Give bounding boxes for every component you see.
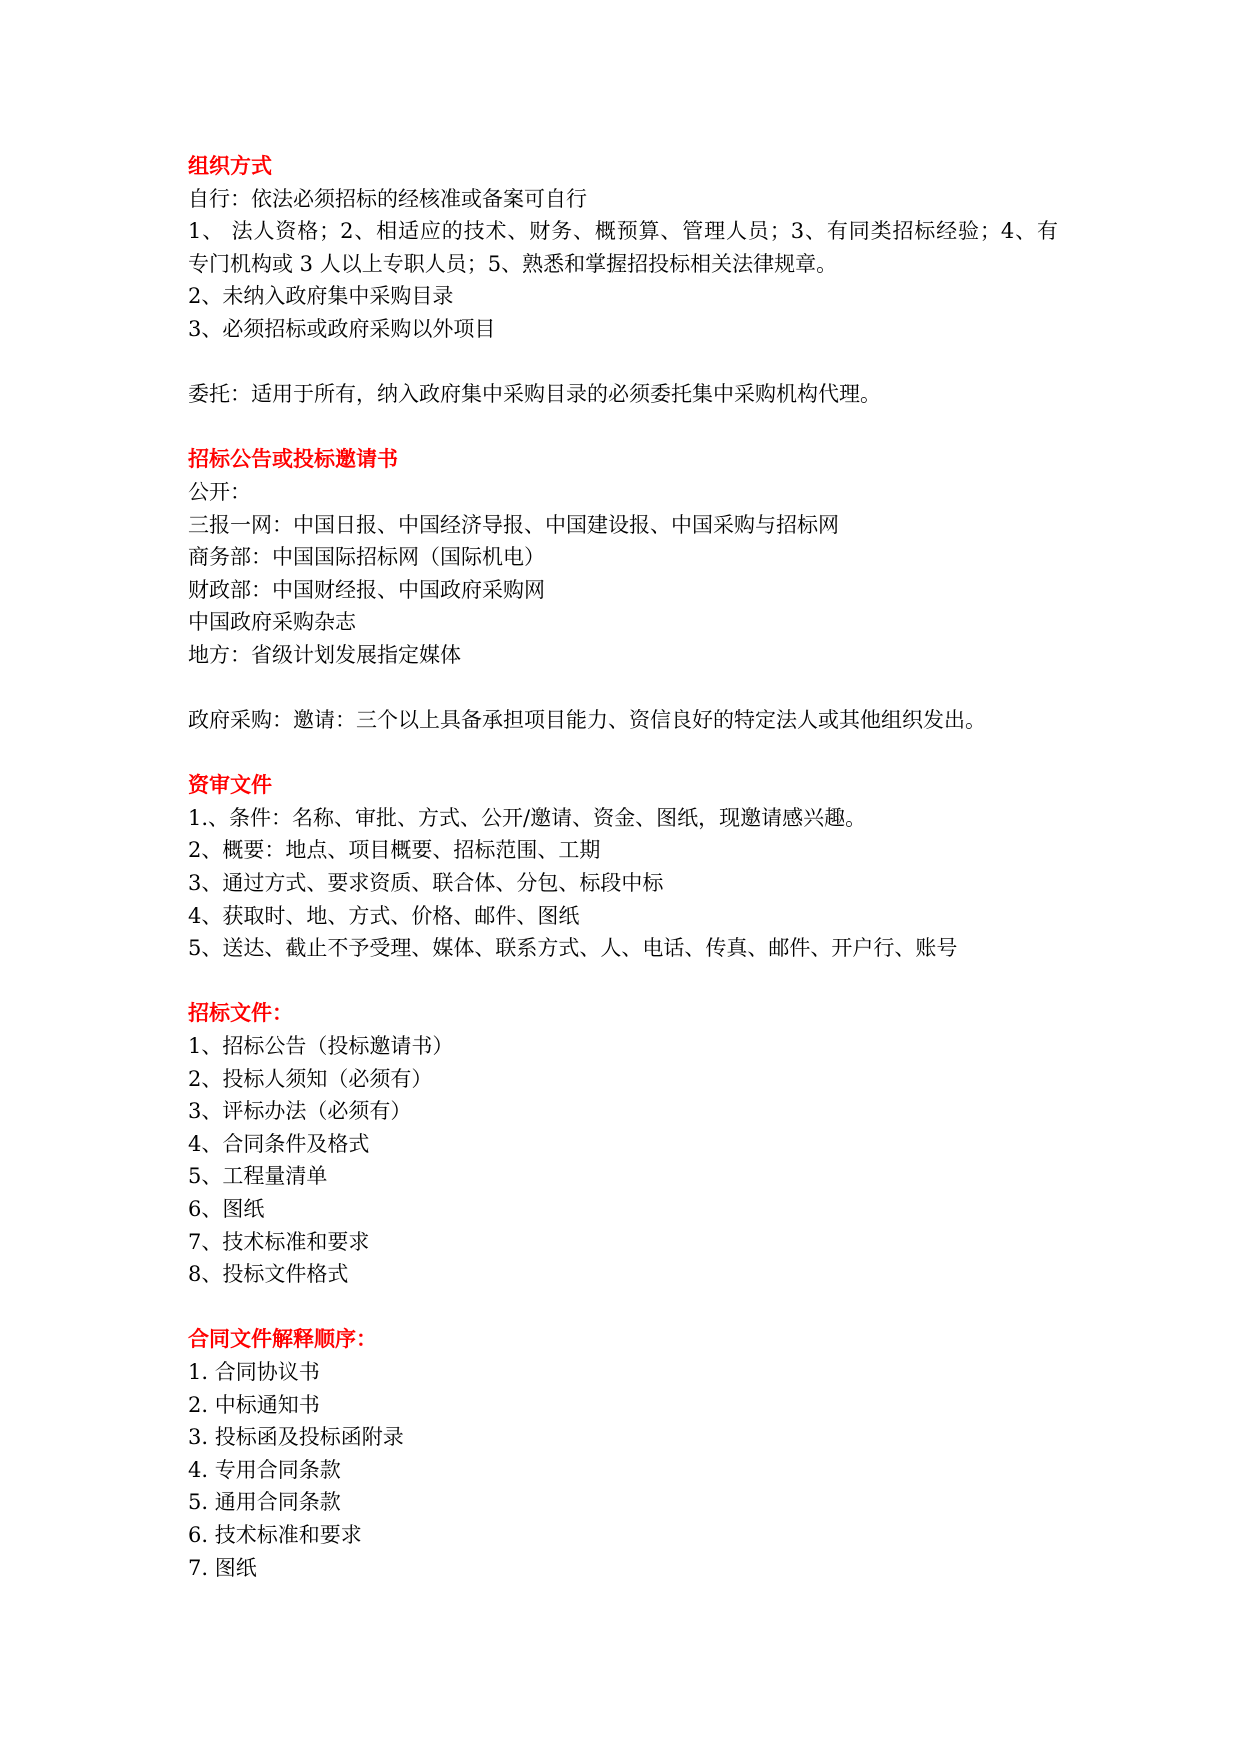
text-line: 3、通过方式、要求资质、联合体、分包、标段中标 xyxy=(188,871,664,896)
text-line: 商务部：中国国际招标网（国际机电） xyxy=(188,545,545,570)
text-line: 三报一网：中国日报、中国经济导报、中国建设报、中国采购与招标网 xyxy=(188,512,839,537)
text-line: 2、未纳入政府集中采购目录 xyxy=(188,284,454,309)
list-item: 2. 中标通知书 xyxy=(188,1392,320,1417)
text-line: 1.、条件：名称、审批、方式、公开/邀请、资金、图纸，现邀请感兴趣。 xyxy=(188,805,867,830)
section-heading-contract: 合同文件解释顺序： xyxy=(188,1326,377,1352)
text-line: 地方：省级计划发展指定媒体 xyxy=(188,642,461,667)
list-item: 4、合同条件及格式 xyxy=(188,1131,370,1156)
paragraph-gap xyxy=(188,965,1068,998)
text-line: 3、必须招标或政府采购以外项目 xyxy=(188,316,496,341)
text-line: 委托：适用于所有，纳入政府集中采购目录的必须委托集中采购机构代理。 xyxy=(188,382,881,407)
paragraph-gap xyxy=(188,411,1068,444)
list-item: 3. 投标函及投标函附录 xyxy=(188,1425,404,1450)
text-line: 财政部：中国财经报、中国政府采购网 xyxy=(188,577,545,602)
list-item: 7、技术标准和要求 xyxy=(188,1229,370,1254)
list-item: 1、招标公告（投标邀请书） xyxy=(188,1034,454,1059)
text-line: 5、送达、截止不予受理、媒体、联系方式、人、电话、传真、邮件、开户行、账号 xyxy=(188,936,958,961)
text-line: 专门机构或 3 人以上专职人员；5、熟悉和掌握招投标相关法律规章。 xyxy=(188,251,838,276)
paragraph-gap xyxy=(188,672,1068,705)
paragraph-gap xyxy=(188,737,1068,770)
list-item: 5. 通用合同条款 xyxy=(188,1490,341,1515)
document-body xyxy=(188,150,1068,1584)
text-line: 公开： xyxy=(188,479,251,504)
list-item: 4. 专用合同条款 xyxy=(188,1457,341,1482)
text-line: 2、概要：地点、项目概要、招标范围、工期 xyxy=(188,838,601,863)
section-heading-prequal: 资审文件 xyxy=(188,772,272,798)
list-item: 8、投标文件格式 xyxy=(188,1262,349,1287)
section-heading-org: 组织方式 xyxy=(188,153,272,178)
text-line: 1、 法人资格；2、相适应的技术、财务、概预算、管理人员；3、有同类招标经验；4、有 xyxy=(188,219,1058,244)
list-item: 6. 技术标准和要求 xyxy=(188,1522,362,1547)
list-item: 7. 图纸 xyxy=(188,1555,257,1580)
paragraph-gap xyxy=(188,1291,1068,1324)
text-line: 政府采购：邀请：三个以上具备承担项目能力、资信良好的特定法人或其他组织发出。 xyxy=(188,708,986,733)
list-item: 5、工程量清单 xyxy=(188,1164,328,1189)
list-item: 2、投标人须知（必须有） xyxy=(188,1066,433,1091)
list-item: 3、评标办法（必须有） xyxy=(188,1099,412,1124)
list-item: 1. 合同协议书 xyxy=(188,1359,320,1384)
text-line: 4、获取时、地、方式、价格、邮件、图纸 xyxy=(188,903,580,928)
section-heading-notice: 招标公告或投标邀请书 xyxy=(188,446,398,472)
text-line: 自行：依法必须招标的经核准或备案可自行 xyxy=(188,186,587,211)
paragraph-gap xyxy=(188,346,1068,379)
text-line: 中国政府采购杂志 xyxy=(188,610,356,635)
section-heading-tender: 招标文件： xyxy=(188,1000,293,1026)
list-item: 6、图纸 xyxy=(188,1197,265,1221)
